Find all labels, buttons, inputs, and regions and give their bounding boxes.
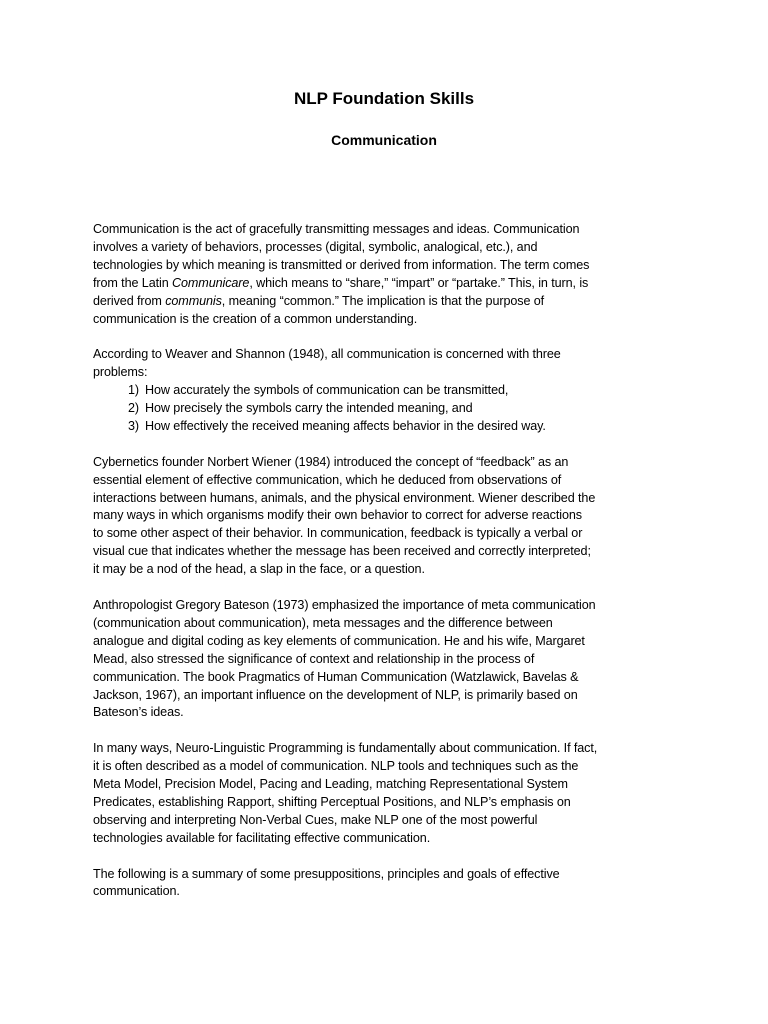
document-subtitle: Communication [331,132,437,148]
text-line: Anthropologist Gregory Bateson (1973) emphasized the importance of meta communication [93,597,596,612]
text-line: involves a variety of behaviors, processes (digital, symbolic, analogical, etc.), and [93,239,538,254]
text-line: Bateson’s ideas. [93,705,184,720]
document-title: NLP Foundation Skills [293,89,475,108]
text-line: Jackson, 1967), an important influence on the development of NLP, is primarily based on [93,687,578,702]
paragraph-definition [93,221,677,328]
text-line: many ways in which organisms modify their own behavior to correct for adverse reactions [93,508,582,523]
list-text: How effectively the received meaning affects behavior in the desired way. [145,418,546,433]
text-line: communication. [93,884,180,899]
text-line: problems: [93,365,148,380]
paragraph-weaver-shannon [93,346,677,382]
text-line: communication is the creation of a common understanding. [93,311,418,326]
text-line: (communication about communication), meta messages and the difference between [93,615,553,630]
numbered-list [93,382,677,436]
text-line: Predicates, establishing Rapport, shifting Perceptual Positions, and NLP’s emphasis on [93,794,571,809]
text-line [93,293,677,311]
text-line: communication. The book Pragmatics of Human Communication (Watzlawick, Bavelas & [93,669,579,684]
text-line: essential element of effective communication, which he deduced from observations of [93,472,562,487]
list-item [93,418,677,436]
text-line: In many ways, Neuro-Linguistic Programming is fundamentally about communication. If fact, [93,741,598,756]
list-text: How accurately the symbols of communication can be transmitted, [145,383,509,398]
text-segment: from the Latin [93,275,173,290]
list-number: 1) [128,383,139,398]
text-line: it is often described as a model of communication. NLP tools and techniques such as the [93,759,579,774]
list-number: 2) [128,401,139,416]
text-line: Meta Model, Precision Model, Pacing and Leading, matching Representational System [93,777,568,792]
paragraph-nlp [93,740,677,847]
italic-term: Communicare [172,275,250,290]
italic-term: communis [165,293,222,308]
text-line: visual cue that indicates whether the message has been received and correctly interpreted; [93,544,591,559]
list-item [93,382,677,400]
list-text: How precisely the symbols carry the intended meaning, and [145,401,473,416]
text-segment: , which means to “share,” “impart” or “partake.” This, in turn, is [249,275,589,290]
text-line: technologies available for facilitating effective communication. [93,830,431,845]
text-line [93,275,677,293]
text-line: Cybernetics founder Norbert Wiener (1984) introduced the concept of “feedback” as an [93,454,569,469]
text-line: interactions between humans, animals, and the physical environment. Wiener described the [93,490,596,505]
text-line: it may be a nod of the head, a slap in the face, or a question. [93,562,425,577]
text-line: Mead, also stressed the significance of context and relationship in the process of [93,651,535,666]
list-number: 3) [128,418,139,433]
paragraph-wiener [93,454,677,579]
text-line: analogue and digital coding as key elements of communication. He and his wife, Margaret [93,633,585,648]
paragraph-bateson [93,597,677,722]
paragraph-summary [93,866,677,902]
list-item [93,400,677,418]
text-line: to some other aspect of their behavior. In communication, feedback is typically a verbal or [93,526,583,541]
text-line: According to Weaver and Shannon (1948), all communication is concerned with three [93,347,561,362]
document-body [93,221,677,919]
text-line: The following is a summary of some presuppositions, principles and goals of effective [93,866,560,881]
text-segment: , meaning “common.” The implication is that the purpose of [221,293,545,308]
text-line: Communication is the act of gracefully transmitting messages and ideas. Communication [93,222,580,236]
text-line: technologies by which meaning is transmitted or derived from information. The term comes [93,257,590,272]
text-line: observing and interpreting Non-Verbal Cues, make NLP one of the most powerful [93,812,538,827]
text-segment: derived from [93,293,166,308]
